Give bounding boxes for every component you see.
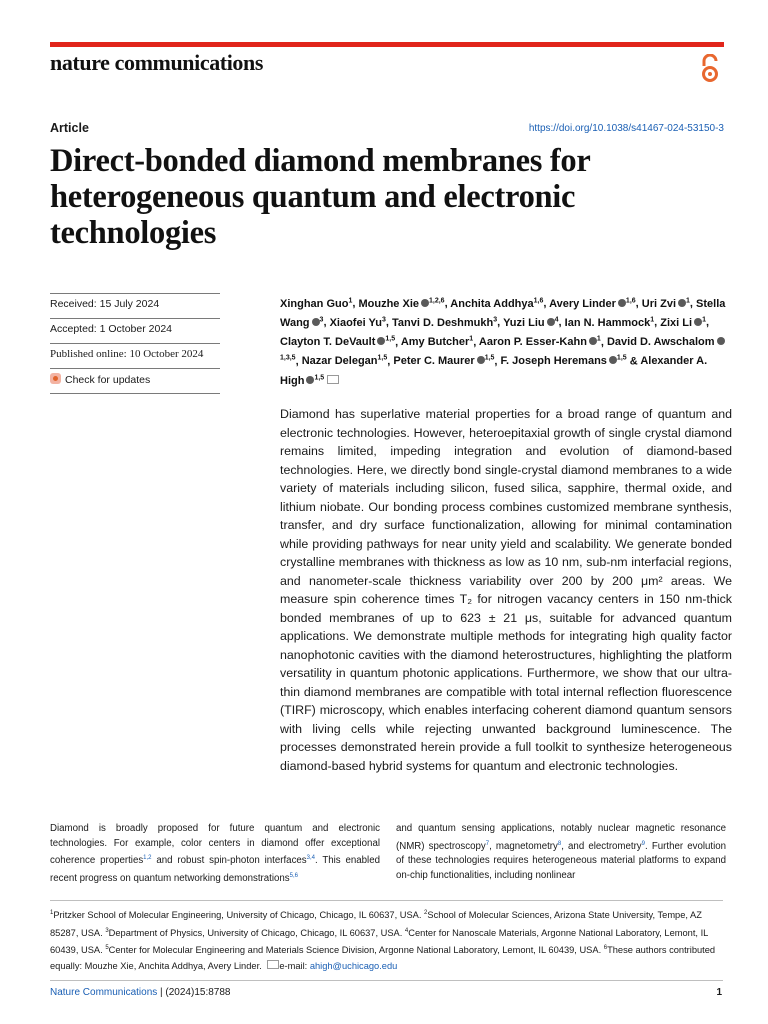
orcid-icon[interactable] [312,318,320,326]
citation-ref[interactable]: 9 [641,840,645,847]
citation-ref[interactable]: 7 [485,840,490,847]
author-name[interactable]: Peter C. Maurer $^{1,5}$ [393,354,495,368]
journal-name: nature communications [50,50,264,75]
mail-icon[interactable] [327,375,339,384]
author-name[interactable]: Yuzi Liu $^4$ [503,316,559,329]
article-title: Direct-bonded diamond membranes for heterogeneous quantum and electronic technologies [50,143,590,251]
author-name[interactable]: Anchita Addhya$^{1,6}$ [450,297,544,310]
author-name[interactable]: Mouzhe Xie $^{1,2,6}$ [358,297,445,310]
author-name[interactable]: Nazar Delegan$^{1,5}$ [301,354,388,368]
citation-ref[interactable]: 5,6 [289,873,298,880]
orcid-icon[interactable] [421,299,429,307]
author-name[interactable]: Amy Butcher$^1$ [400,335,474,349]
author-name[interactable]: Stella Wang $^3$ [280,297,726,329]
author-name[interactable]: Xiaofei Yu$^3$ [329,316,386,329]
author-name[interactable]: Tanvi D. Deshmukh$^3$ [391,316,498,329]
body-column-1: Diamond is broadly proposed for future quantum and electronic technologies. For example, color centers in diamond offer exceptional coherence properties$^{1,2}$ and robust spin-photon interfaces$^{3,4}$. This enabled recent progress on quantum networking demonstrations$^{5,6}$ [50,823,380,885]
author-name[interactable]: Xinghan Guo$^1$ [280,297,353,310]
citation-ref[interactable]: 1,2 [143,855,152,862]
orcid-icon[interactable] [618,299,626,307]
author-list: Xinghan Guo$^1$, Mouzhe Xie $^{1,2,6}$, Anchita Addhya$^{1,6}$, Avery Linder $^{1,6}$, Uri Zvi $^1$, Stella Wang $^3$, Xiaofei Yu$^3$, Tanvi D. Deshmukh$^3$, Yuzi Liu $^4$, Ian N. Hammock$^1$, Zixi Li $^1$, Clayton T. DeVault $^{1,5}$, Amy Butcher$^1$, Aaron P. Esser-Kahn $^1$, David D. Awschalom$^{1,3,5}$, Nazar Delegan$^{1,5}$, Peter C. Maurer $^{1,5}$, F. Joseph Heremans $^{1,5}$ & Alexander A. High $^{1,5}$ [280,297,726,387]
footer-citation: Nature Communications | (2024)15:8788 [50,987,231,998]
orcid-icon[interactable] [609,356,617,364]
received-date: Received: 15 July 2024 [50,293,220,318]
footer-journal-link[interactable]: Nature Communications [50,987,158,998]
author-name[interactable]: David D. Awschalom$^{1,3,5}$ [280,336,725,367]
author-name[interactable]: Uri Zvi $^1$ [641,297,690,310]
author-name[interactable]: Zixi Li $^1$ [660,316,706,329]
author-name[interactable]: Clayton T. DeVault $^{1,5}$ [280,335,396,349]
accepted-date: Accepted: 1 October 2024 [50,318,220,343]
orcid-icon[interactable] [589,337,597,345]
author-name[interactable]: Avery Linder $^{1,6}$ [549,297,636,310]
mail-icon [267,960,279,969]
article-dates [50,293,220,394]
published-date: Published online: 10 October 2024 [50,343,220,368]
author-name[interactable]: Aaron P. Esser-Kahn $^1$ [478,335,601,349]
orcid-icon[interactable] [477,356,485,364]
author-name[interactable]: Alexander A. High $^{1,5}$ [280,355,708,387]
article-type-label: Article [50,121,89,135]
orcid-icon[interactable] [547,318,555,326]
check-for-updates-icon [50,373,61,384]
orcid-icon[interactable] [678,299,686,307]
citation-ref[interactable]: 8 [557,840,562,847]
orcid-icon[interactable] [694,318,702,326]
email-link[interactable]: ahigh@uchicago.edu [309,960,398,971]
footnote-divider [50,900,723,901]
page-number: 1 [716,987,722,998]
body-column-2: and quantum sensing applications, notably nuclear magnetic resonance (NMR) spectroscopy$^7$, magnetometry$^8$, and electrometry$^9$. Further evolution of these technologies requires heterogeneous material platforms to expand on-chip functionalities, including nonlinear [396,823,726,882]
check-updates-label: Check for updates [65,374,151,386]
footer-divider [50,980,723,981]
open-access-icon [700,54,720,84]
author-name[interactable]: Ian N. Hammock$^1$ [564,316,655,329]
abstract: Diamond has superlative material properties for a broad range of quantum and electronic technologies. However, heteroepitaxial growth of single crystal diamond remains limited, impeding integration and evolution of diamond-based technologies. Here, we directly bond single-crystal diamond membranes to a wide variety of materials including silicon, fused silica, sapphire, thermal oxide, and lithium niobate. Our bonding process combines customized membrane synthesis, transfer, and dry surface functionalization, allowing for minimal contamination while providing pathways for near unity yield and scalability. We generate bonded crystalline membranes with thickness as low as 10 nm, sub-nm interfacial regions, and nanometer-scale thickness variability over 200 by 200 μm² areas. We measure spin coherence times T₂ for nitrogen vacancy centers in 150 nm-thick bonded membranes of up to 623 ± 21 μs, suitable for advanced quantum applications. We demonstrate multiple methods for integrating high quality factor nanophotonic cavities with the diamond heterostructures, highlighting the platform versatility in quantum photonic applications. Furthermore, we show that our ultra-thin diamond membranes are compatible with total internal reflection fluorescence (TIRF) microscopy, which enables interfacing coherent diamond quantum sensors with living cells while rejecting unwanted background luminescence. The processes demonstrated herein provide a full toolkit to synthesize heterogeneous diamond-based hybrid systems for quantum and electronic technologies. [280,407,732,773]
citation-ref[interactable]: 3,4 [306,855,315,862]
author-name[interactable]: F. Joseph Heremans $^{1,5}$ [500,354,627,368]
check-updates-button[interactable] [50,368,220,394]
accent-bar [50,42,724,47]
doi-link[interactable]: https://doi.org/10.1038/s41467-024-53150-3 [528,123,724,134]
orcid-icon[interactable] [717,337,725,345]
affiliations-footnote: $^1$Pritzker School of Molecular Engineering, University of Chicago, Chicago, IL 60637, USA. $^2$School of Molecular Sciences, Arizona State University, Tempe, AZ 85287, USA. $^3$Department of Physics, University of Chicago, Chicago, IL 60637, USA. $^4$Center for Nanoscale Materials, Argonne National Laboratory, Lemont, IL 60439, USA. $^5$Center for Molecular Engineering and Materials Science Division, Argonne National Laboratory, Lemont, IL 60439, USA. $^6$These authors contributed equally: Mouzhe Xie, Anchita Addhya, Avery Linder. e-mail: ahigh@uchicago.edu [50,910,716,971]
